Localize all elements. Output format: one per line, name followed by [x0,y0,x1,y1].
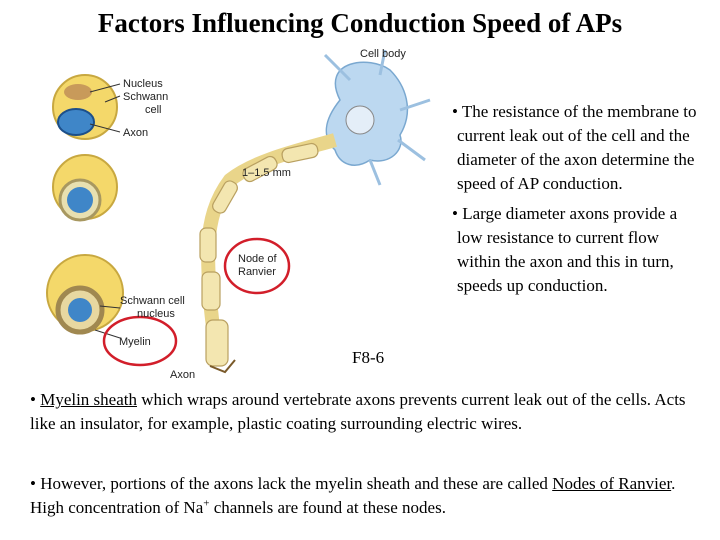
label-axon-bottom: Axon [170,369,196,381]
label-length: 1–1.5 mm [242,167,291,179]
bullet-resistance: • The resistance of the membrane to current leak out of the cell and the diameter of the axon determine the speed of AP conduction. [452,102,697,193]
label-cell-body: Cell body [360,48,406,60]
bullet-myelin-text: which wraps around vertebrate axons prevents current leak out of the cells. Acts like an insulator, for example, plastic coating surrounding electric wires. [30,390,686,433]
myelinated-neuron-illustration [20,40,440,385]
right-bullets [452,100,702,304]
bullet-diameter: • Large diameter axons provide a low resistance to current flow within the axon and this in turn, speeds up conduction. [452,204,678,295]
label-schwann-cell-1: Schwann [123,91,169,103]
label-schwann-cell-2: cell [145,104,162,116]
label-nucleus: Nucleus [123,78,163,90]
cross-section-3 [47,255,123,332]
slide-title: Factors Influencing Conduction Speed of APs [97,8,623,38]
term-myelin-sheath: Myelin sheath [40,390,137,409]
label-node-2: Ranvier [238,266,276,278]
bullet-marker: • [30,390,41,409]
bullet-nodes-text-post: channels are found at these nodes. [209,498,446,517]
na-plus-superscript: + [203,497,210,510]
bullet-nodes-of-ranvier [30,472,695,520]
label-schwann-nucleus-1: Schwann cell [120,295,185,307]
cross-section-2 [53,155,117,220]
label-node-1: Node of [238,253,277,265]
figure-caption: F8-6 [352,348,385,367]
bullet-nodes-text-mid: . High concentration of Na [30,474,676,517]
label-axon-top: Axon [123,127,149,139]
term-nodes-of-ranvier: Nodes of Ranvier [552,474,672,493]
label-schwann-nucleus-2: nucleus [137,308,175,320]
label-myelin: Myelin [119,336,151,348]
bullet-nodes-text-pre: • However, portions of the axons lack the myelin sheath and these are called [30,474,553,493]
bullet-myelin-sheath [30,388,695,436]
neuron-figure [20,40,440,385]
cross-section-1 [53,75,117,139]
